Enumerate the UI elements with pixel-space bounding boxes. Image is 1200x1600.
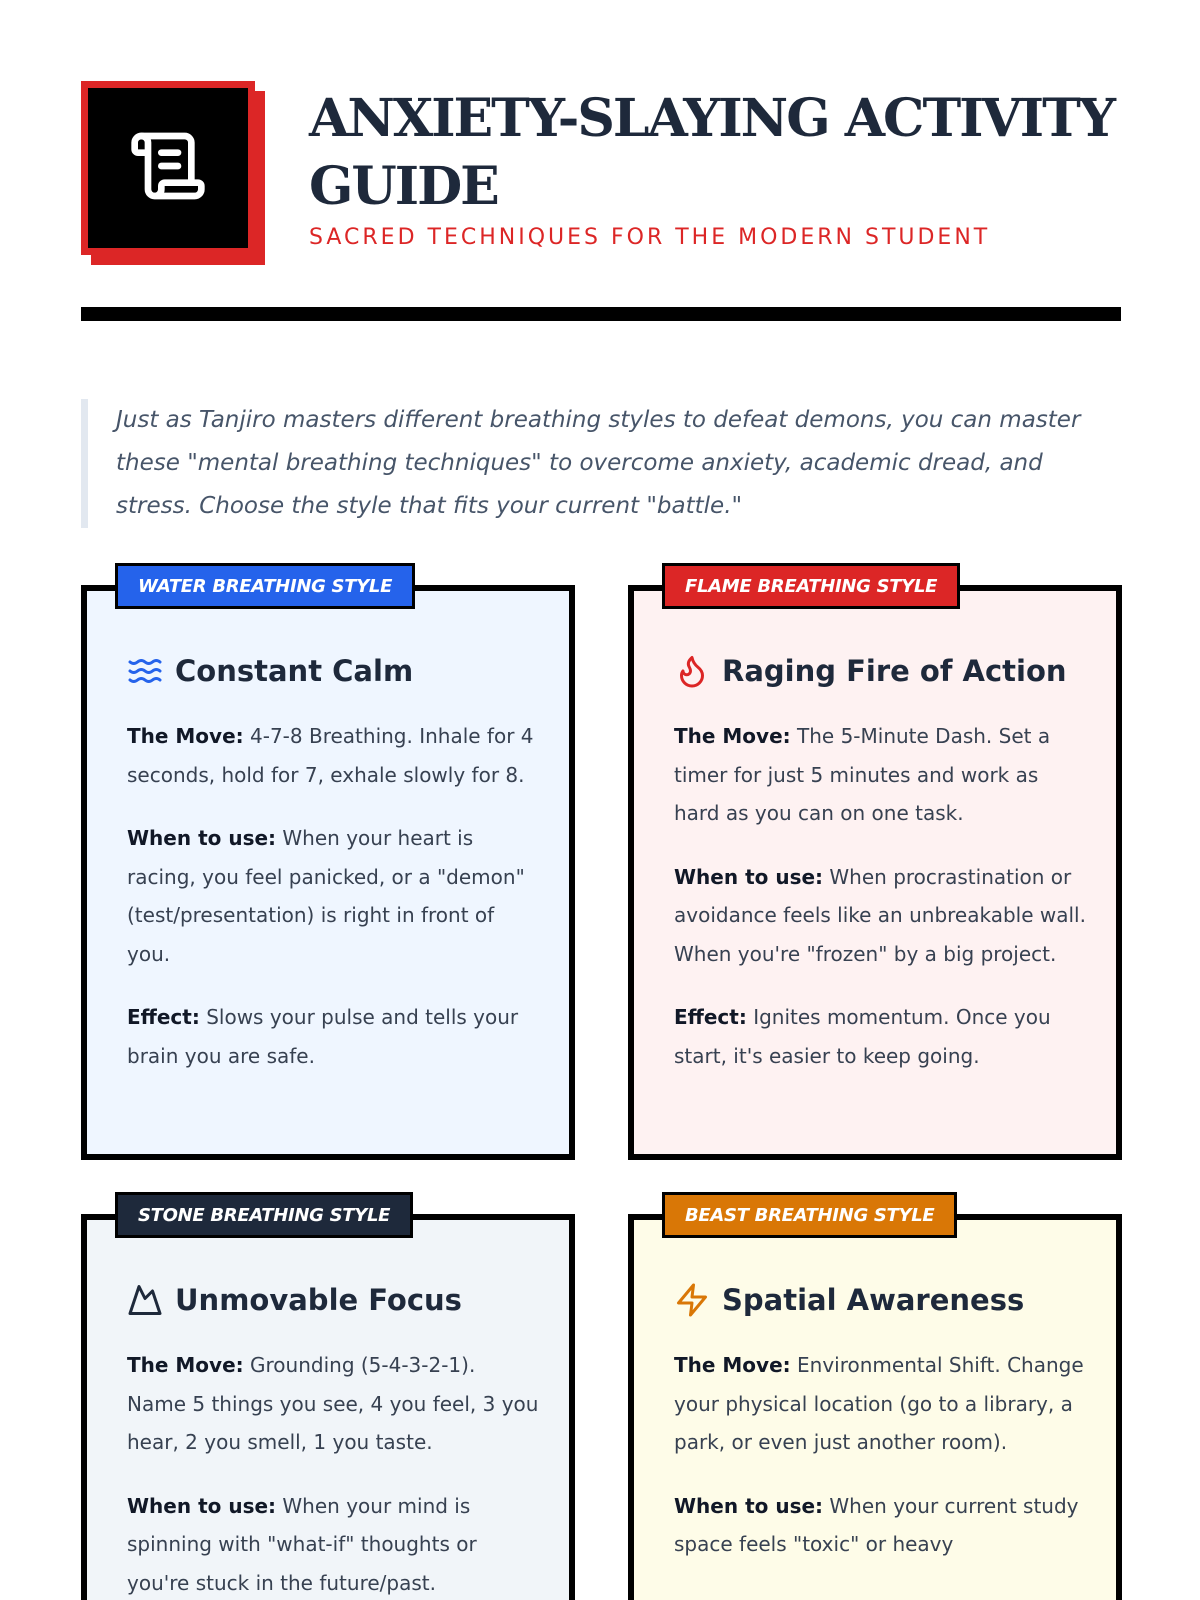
card-move (674, 1346, 1086, 1462)
title-block (309, 85, 1129, 250)
card-move (127, 717, 539, 794)
when-text: When your mind is spinning with "what-if" thoughts or you're stuck in the future/past. (127, 1493, 477, 1595)
card-when (674, 858, 1086, 974)
card-effect (127, 998, 539, 1075)
when-label: When to use: (674, 864, 824, 889)
card-when (127, 819, 539, 973)
effect-text: Slows your pulse and tells your brain you are safe. (127, 1005, 519, 1068)
card-when (127, 1487, 539, 1600)
card-beast-breathing (628, 1204, 1122, 1600)
page-header (81, 81, 1121, 271)
card-title: Spatial Awareness (722, 1283, 1025, 1317)
move-label: The Move: (674, 1353, 791, 1377)
scroll-icon (128, 126, 208, 210)
effect-label: Effect: (674, 1005, 747, 1029)
move-text: Environmental Shift. Change your physical location (go to a library, a park, or even just another room). (674, 1353, 1084, 1454)
move-label: The Move: (127, 724, 244, 748)
card-heading (674, 647, 1086, 695)
effect-text: Ignites momentum. Once you start, it's easier to keep going. (674, 1005, 1051, 1068)
card-stone-breathing (81, 1204, 575, 1600)
waves-icon (127, 653, 163, 689)
card-title: Constant Calm (175, 654, 414, 688)
lightning-icon (674, 1282, 710, 1318)
card-tag: STONE BREATHING STYLE (115, 1192, 413, 1238)
card-tag: WATER BREATHING STYLE (115, 563, 415, 609)
move-text: 4-7-8 Breathing. Inhale for 4 seconds, hold for 7, exhale slowly for 8. (127, 724, 534, 787)
when-text: When procrastination or avoidance feels like an unbreakable wall. When you're "frozen" by a big project. (674, 864, 1086, 966)
logo (81, 81, 265, 265)
move-text: Grounding (5-4-3-2-1). Name 5 things you see, 4 you feel, 3 you hear, 2 you smell, 1 you taste. (127, 1353, 539, 1454)
move-text: The 5-Minute Dash. Set a timer for just 5 minutes and work as hard as you can on one task. (674, 724, 1051, 825)
when-label: When to use: (674, 1493, 824, 1518)
card-water-breathing (81, 575, 575, 1160)
card-effect (674, 998, 1086, 1075)
card-tag: FLAME BREATHING STYLE (662, 563, 960, 609)
when-text: When your heart is racing, you feel panicked, or a "demon" (test/presentation) is right in front of you. (127, 826, 525, 966)
card-title: Unmovable Focus (175, 1283, 462, 1317)
intro-quote: Just as Tanjiro masters different breathing styles to defeat demons, you can master these "mental breathing techniques" to overcome anxiety, academic dread, and stress. Choose the style that fits your current "battle." (81, 399, 1121, 528)
move-label: The Move: (674, 724, 791, 748)
card-flame-breathing (628, 575, 1122, 1160)
card-move (674, 717, 1086, 833)
when-label: When to use: (127, 1493, 277, 1518)
header-divider (81, 307, 1121, 321)
card-tag: BEAST BREATHING STYLE (662, 1192, 957, 1238)
when-label: When to use: (127, 826, 277, 850)
page-title: ANXIETY-SLAYING ACTIVITY GUIDE (309, 88, 1114, 217)
move-label: The Move: (127, 1353, 244, 1377)
card-heading (127, 647, 539, 695)
flame-icon (674, 653, 710, 689)
card-heading (127, 1276, 539, 1324)
page-subtitle: SACRED TECHNIQUES FOR THE MODERN STUDENT (309, 225, 991, 250)
card-title: Raging Fire of Action (722, 654, 1067, 688)
logo-box (81, 81, 255, 255)
effect-label: Effect: (127, 1005, 200, 1029)
mountain-icon (127, 1282, 163, 1318)
card-heading (674, 1276, 1086, 1324)
card-move (127, 1346, 539, 1462)
card-when (674, 1487, 1086, 1564)
when-text: When your current study space feels "toxic" or heavy (674, 1493, 1079, 1556)
